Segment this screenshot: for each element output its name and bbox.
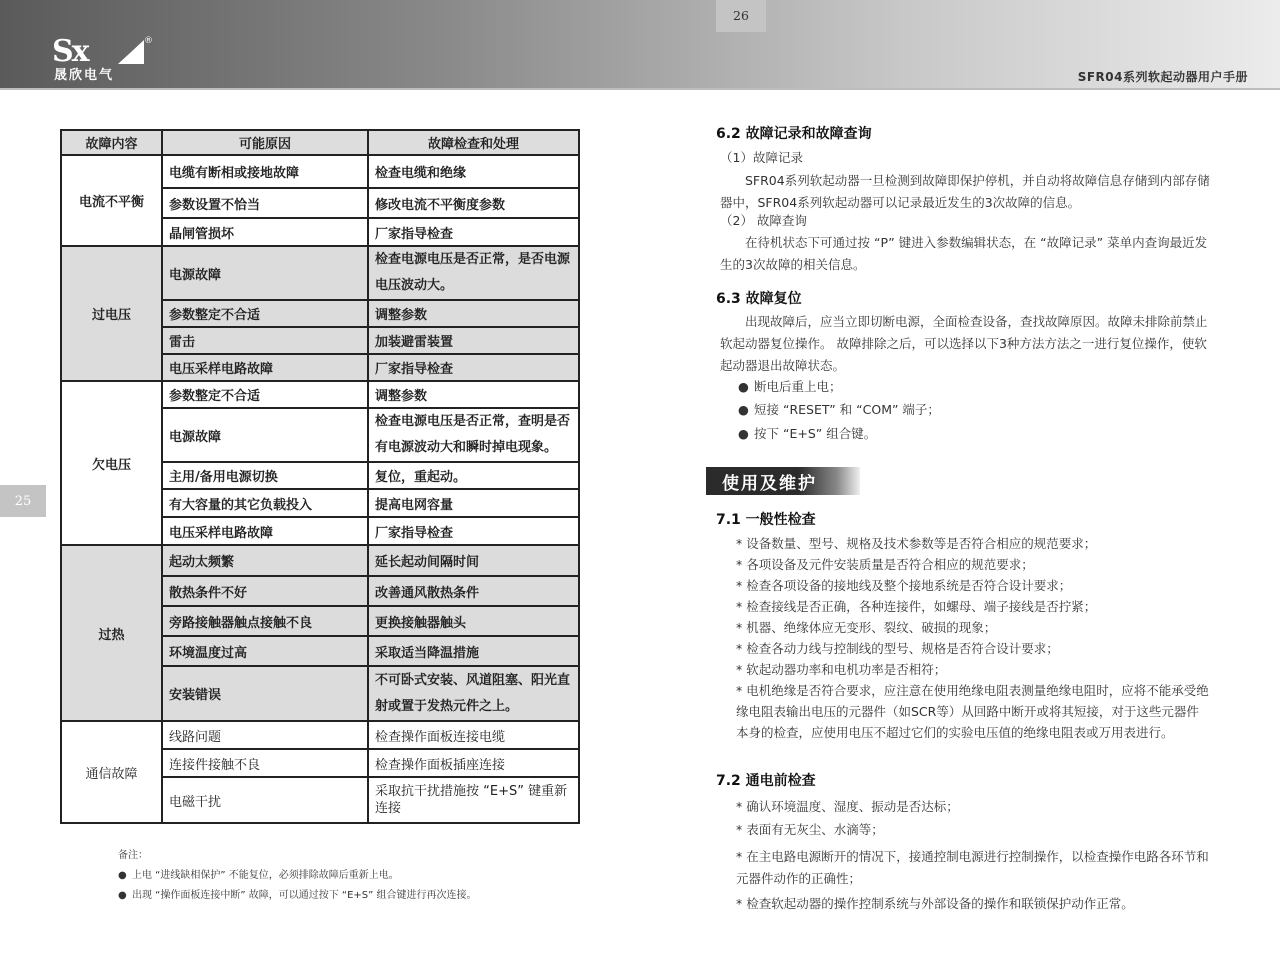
fault-group-cell: 通信故障	[61, 721, 162, 823]
cause-cell: 电磁干扰	[162, 777, 368, 823]
manual-title: SFR04系列软起动器用户手册	[1077, 70, 1248, 84]
check-item: * 检查软起动器的操作控制系统与外部设备的操作和联锁保护动作正常。	[736, 896, 1134, 911]
column-header: 可能原因	[162, 130, 368, 155]
section-6-2-title: 6.2 故障记录和故障查询	[716, 126, 872, 142]
cause-cell: 雷击	[162, 327, 368, 354]
table-header-row	[61, 130, 579, 155]
cause-cell: 电压采样电路故障	[162, 354, 368, 381]
remedy-cell	[368, 666, 579, 721]
remedy-cell: 厂家指导检查	[368, 517, 579, 545]
check-item: * 确认环境温度、湿度、振动是否达标；	[736, 799, 959, 814]
fault-group-cell: 过电压	[61, 246, 162, 381]
fault-group-cell: 过热	[61, 545, 162, 721]
reset-method-text: 按下 “E+S” 组合键。	[754, 426, 877, 441]
reset-method-item	[738, 377, 842, 395]
cause-cell: 参数设置不恰当	[162, 188, 368, 218]
check-item: * 各项设备及元件安装质量是否符合相应的规范要求；	[736, 557, 1034, 572]
fault-table	[60, 129, 580, 824]
remedy-text: 检查电源电压是否正常，查明是否有电源波动大和瞬时掉电现象。	[375, 414, 571, 455]
remedy-cell: 更换接触器触头	[368, 606, 579, 636]
cause-cell: 环境温度过高	[162, 636, 368, 666]
note-text: 出现 “操作面板连接中断” 故障，可以通过按下 “E+S” 组合键进行再次连接。	[132, 890, 477, 901]
remedy-cell: 复位，重起动。	[368, 462, 579, 489]
check-item: * 检查各项设备的接地线及整个接地系统是否符合设计要求；	[736, 578, 1072, 593]
reset-method-text: 短接 “RESET” 和 “COM” 端子；	[754, 402, 940, 417]
paragraph-fault-record: SFR04系列软起动器一旦检测到故障即保护停机，并自动将故障信息存储到内部存储器中，SFR04系列软起动器可以记录最近发生的3次故障的信息。	[720, 173, 1210, 210]
cause-cell: 参数整定不合适	[162, 381, 368, 408]
remedy-cell: 厂家指导检查	[368, 354, 579, 381]
cause-cell: 参数整定不合适	[162, 300, 368, 327]
section-7-1-title: 7.1 一般性检查	[716, 512, 816, 528]
remedy-cell: 厂家指导检查	[368, 218, 579, 246]
remedy-cell: 改善通风散热条件	[368, 576, 579, 606]
table-row	[61, 246, 579, 300]
note-item	[118, 866, 476, 886]
remedy-text: 检查电源电压是否正常，是否电源电压波动大。	[375, 252, 571, 293]
logo-signal-icon	[118, 40, 144, 64]
note-item	[118, 886, 476, 906]
table-row	[61, 545, 579, 576]
check-item: * 在主电路电源断开的情况下，接通控制电源进行控制操作，以检查操作电路各环节和元器件动作的正确性；	[736, 849, 1209, 886]
cause-cell: 电压采样电路故障	[162, 517, 368, 545]
chapter-title: 使用及维护	[722, 474, 817, 494]
bullet-icon: ●	[118, 870, 127, 881]
remedy-text: 不可卧式安装、风道阻塞、阳光直射或置于发热元件之上。	[375, 672, 571, 714]
check-item: * 电机绝缘是否符合要求，应注意在使用绝缘电阻表测量绝缘电阻时，应将不能承受绝缘电阻表输出电压的元器件（如SCR等）从回路中断开或将其短接，对于这些元器件本身的检查，应使用电压不超过它们的实验电压值的绝缘电阻表或万用表进行。	[736, 683, 1209, 740]
check-item: * 检查各动力线与控制线的型号、规格是否符合设计要求；	[736, 641, 1059, 656]
check-item: * 表面有无灰尘、水滴等；	[736, 822, 884, 837]
check-item: * 设备数量、型号、规格及技术参数等是否符合相应的规范要求；	[736, 536, 1097, 551]
check-item: * 机器、绝缘体应无变形、裂纹、破损的现象；	[736, 620, 997, 635]
column-header: 故障内容	[61, 130, 162, 155]
logo-registered-mark: ®	[144, 36, 153, 46]
remedy-cell: 检查操作面板插座连接	[368, 749, 579, 777]
fault-group-cell: 电流不平衡	[61, 155, 162, 246]
notes-title: 备注：	[118, 850, 148, 861]
cause-cell: 线路问题	[162, 721, 368, 749]
company-logo	[52, 34, 162, 83]
column-header: 故障检查和处理	[368, 130, 579, 155]
cause-cell: 电缆有断相或接地故障	[162, 155, 368, 188]
cause-cell: 晶闸管损坏	[162, 218, 368, 246]
remedy-cell	[368, 408, 579, 462]
logo-mark: Sx	[52, 34, 88, 69]
remedy-cell: 延长起动间隔时间	[368, 545, 579, 576]
reset-method-text: 断电后重上电；	[754, 379, 842, 394]
notes-block	[118, 846, 476, 906]
cause-cell: 散热条件不好	[162, 576, 368, 606]
remedy-cell: 调整参数	[368, 300, 579, 327]
logo-company-name: 晟欣电气	[54, 68, 115, 83]
section-6-3-title: 6.3 故障复位	[716, 291, 802, 307]
remedy-cell: 调整参数	[368, 381, 579, 408]
bullet-icon: ●	[738, 402, 749, 417]
cause-cell: 连接件接触不良	[162, 749, 368, 777]
page-number-right: 26	[716, 0, 766, 32]
cause-cell: 主用/备用电源切换	[162, 462, 368, 489]
check-item: * 检查接线是否正确，各种连接件，如螺母、端子接线是否拧紧；	[736, 599, 1097, 614]
remedy-cell: 采取抗干扰措施按 “E+S” 键重新连接	[368, 777, 579, 823]
cause-cell: 起动太频繁	[162, 545, 368, 576]
reset-method-item	[738, 424, 876, 442]
reset-method-item	[738, 400, 940, 418]
remedy-cell	[368, 246, 579, 300]
subheading-fault-query: （2） 故障查询	[720, 213, 807, 228]
page-number-left: 25	[0, 485, 46, 517]
remedy-cell: 修改电流不平衡度参数	[368, 188, 579, 218]
cause-cell: 有大容量的其它负载投入	[162, 489, 368, 517]
check-item: * 软起动器功率和电机功率是否相符；	[736, 662, 947, 677]
remedy-cell: 检查操作面板连接电缆	[368, 721, 579, 749]
remedy-cell: 采取适当降温措施	[368, 636, 579, 666]
section-7-2-title: 7.2 通电前检查	[716, 773, 816, 789]
remedy-cell: 加装避雷装置	[368, 327, 579, 354]
bullet-icon: ●	[738, 426, 749, 441]
table-row	[61, 155, 579, 188]
bullet-icon: ●	[118, 890, 127, 901]
cause-cell: 电源故障	[162, 408, 368, 462]
header-divider	[0, 88, 1280, 90]
paragraph-fault-reset: 出现故障后，应当立即切断电源，全面检查设备，查找故障原因。故障未排除前禁止软起动器复位操作。 故障排除之后，可以选择以下3种方法方法之一进行复位操作，使软起动器退出故障状态。	[720, 314, 1208, 373]
subheading-fault-record: （1）故障记录	[720, 150, 803, 165]
cause-cell: 安装错误	[162, 666, 368, 721]
chapter-banner	[706, 467, 860, 495]
fault-group-cell: 欠电压	[61, 381, 162, 545]
cause-cell: 电源故障	[162, 246, 368, 300]
note-text: 上电 “进线缺相保护” 不能复位，必须排除故障后重新上电。	[132, 870, 399, 881]
cause-cell: 旁路接触器触点接触不良	[162, 606, 368, 636]
remedy-cell: 提高电网容量	[368, 489, 579, 517]
table-row	[61, 381, 579, 408]
table-row	[61, 721, 579, 749]
paragraph-fault-query: 在待机状态下可通过按 “P” 键进入参数编辑状态，在 “故障记录” 菜单内查询最近发生的3次故障的相关信息。	[720, 235, 1208, 272]
bullet-icon: ●	[738, 379, 749, 394]
remedy-cell: 检查电缆和绝缘	[368, 155, 579, 188]
